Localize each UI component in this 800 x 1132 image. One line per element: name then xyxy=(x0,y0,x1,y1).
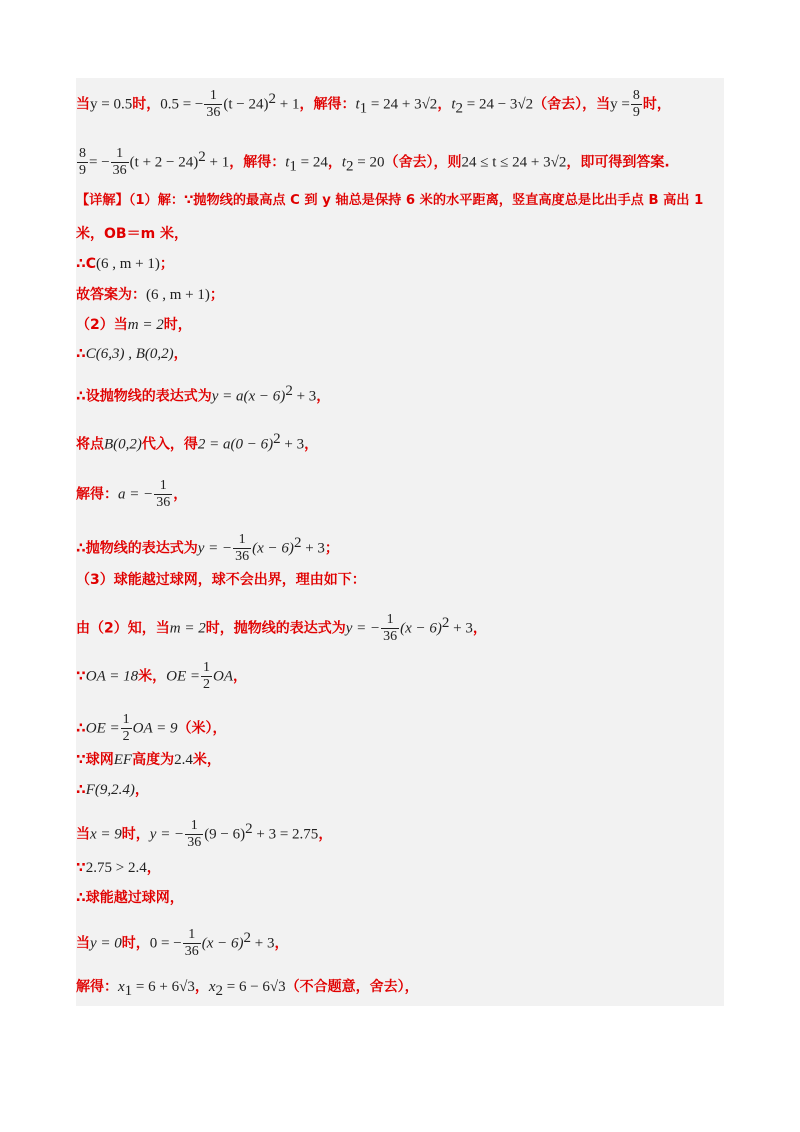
solution-line-12 xyxy=(76,532,339,565)
math: + 3 xyxy=(292,388,317,405)
solution-line-1 xyxy=(76,88,671,121)
math: m = 2 xyxy=(169,620,206,637)
math: m = 2 xyxy=(127,317,164,333)
math: B(0,2) xyxy=(104,436,142,453)
math: C(6,3) , B(0,2) xyxy=(85,346,174,362)
math: 0.5 = − xyxy=(160,96,204,113)
solution-line-11 xyxy=(76,478,187,511)
math: (t − 24) xyxy=(223,96,269,113)
solution-line-16 xyxy=(76,712,226,745)
math: 0 = − xyxy=(149,935,182,952)
math: y = − xyxy=(197,540,233,557)
text: （不合题意，舍去）， xyxy=(285,979,419,995)
text: ， xyxy=(472,620,487,637)
text: ， xyxy=(316,388,331,405)
fraction: $\frac{1}{36}$ xyxy=(383,612,398,644)
text: ， xyxy=(146,860,161,876)
text: 米， xyxy=(138,668,167,685)
math: x xyxy=(118,979,125,995)
text: （舍去），则 xyxy=(384,154,462,171)
math: + 3 xyxy=(449,620,473,637)
text: 米，OB＝m 米， xyxy=(76,226,189,242)
math: + 3 xyxy=(280,436,305,453)
text: 故答案为： xyxy=(76,287,146,303)
math: y = xyxy=(610,96,630,113)
exponent: 2 xyxy=(243,929,251,946)
exponent: 2 xyxy=(198,148,206,165)
text: ∴设抛物线的表达式为 xyxy=(76,388,212,405)
text: 将点 xyxy=(76,436,104,453)
text: 米， xyxy=(192,752,221,768)
math: (6 , m + 1) xyxy=(146,287,210,303)
solution-line-18 xyxy=(76,781,149,799)
subscript: 1 xyxy=(359,100,368,117)
text: 时，抛物线的表达式为 xyxy=(205,620,346,637)
solution-line-9 xyxy=(76,382,330,406)
subscript: 1 xyxy=(124,982,133,999)
text: ， xyxy=(304,436,319,453)
math: (9 − 6) xyxy=(204,826,246,843)
text: ， xyxy=(437,96,452,113)
math: EF xyxy=(113,752,133,768)
text: ； xyxy=(324,540,339,557)
math: (x − 6) xyxy=(252,540,294,557)
math: y = 0.5 xyxy=(90,96,133,113)
text: ∵球网 xyxy=(76,752,114,768)
subscript: 2 xyxy=(346,158,354,175)
math: t xyxy=(285,154,290,171)
text: ， xyxy=(134,782,149,798)
math: OA xyxy=(212,668,233,685)
math: = 24 xyxy=(296,154,328,171)
math: (6 , m + 1) xyxy=(96,256,160,272)
exponent: 2 xyxy=(245,820,253,837)
exponent: 2 xyxy=(285,383,293,399)
exponent: 2 xyxy=(293,534,302,551)
solution-line-6 xyxy=(76,286,224,304)
math: y = 0 xyxy=(90,935,122,952)
solution-line-10 xyxy=(76,430,318,454)
solution-line-8 xyxy=(76,345,188,363)
text: ∴ xyxy=(76,782,86,798)
text: ， xyxy=(173,486,188,503)
subscript: 1 xyxy=(289,158,297,175)
text: 解得： xyxy=(76,979,118,995)
solution-line-7 xyxy=(76,316,192,334)
fraction: $\frac{1}{36}$ xyxy=(235,532,250,564)
math: 2.75 > 2.4 xyxy=(85,860,147,876)
solution-line-14 xyxy=(76,612,487,645)
detail-heading: 【详解】（1）解：∵抛物线的最高点 C 到 y 轴总是保持 6 米的水平距离，竖直高度总是比出手点 B 高出 1 xyxy=(76,193,704,208)
math: t xyxy=(355,96,360,113)
text: 当 xyxy=(76,935,90,952)
text: 当 xyxy=(76,826,90,843)
text: 时， xyxy=(121,935,150,952)
text: 时， xyxy=(163,317,192,333)
solution-line-22 xyxy=(76,927,288,960)
math: = − xyxy=(89,154,110,171)
math: = 24 − 3√2 xyxy=(462,96,534,113)
text: ， xyxy=(274,935,289,952)
math: = 20 xyxy=(353,154,385,171)
text: ∴ xyxy=(76,720,86,737)
math: F(9,2.4) xyxy=(85,782,135,798)
solution-line-17 xyxy=(76,751,221,769)
math: OA = 18 xyxy=(85,668,139,685)
text: ， xyxy=(173,346,188,362)
text: ； xyxy=(209,287,224,303)
solution-line-3 xyxy=(76,192,703,210)
math: 2.4 xyxy=(174,752,193,768)
text: 时， xyxy=(121,826,150,843)
text: ， xyxy=(327,154,342,171)
math: + 3 xyxy=(301,540,325,557)
solution-line-15 xyxy=(76,660,247,693)
math: 2 = a(0 − 6) xyxy=(197,436,274,453)
math: (x − 6) xyxy=(400,620,442,637)
fraction: $\frac{1}{2}$ xyxy=(122,712,130,744)
text: ∵ xyxy=(76,860,86,876)
text: 当 xyxy=(76,96,90,113)
fraction: $\frac{8}{9}$ xyxy=(79,146,86,178)
fraction: $\frac{1}{36}$ xyxy=(184,927,199,959)
math: = 6 − 6√3 xyxy=(223,979,286,995)
exponent: 2 xyxy=(441,614,450,631)
math: = 24 + 3√2 xyxy=(367,96,438,113)
text: ，即可得到答案. xyxy=(566,154,670,171)
math: a = − xyxy=(118,486,154,503)
text: 时， xyxy=(642,96,671,113)
text: ∴C xyxy=(76,256,97,272)
math: y = − xyxy=(345,620,381,637)
solution-line-2 xyxy=(76,146,670,179)
text: ∴球能越过球网， xyxy=(76,890,184,906)
text: （米）， xyxy=(177,720,227,737)
solution-line-4 xyxy=(76,225,188,243)
math: + 1 xyxy=(276,96,300,113)
fraction: $\frac{1}{2}$ xyxy=(202,660,210,692)
text: ， xyxy=(318,826,333,843)
text: ， xyxy=(232,668,247,685)
math: OE = xyxy=(166,668,200,685)
fraction: $\frac{1}{36}$ xyxy=(206,88,221,120)
math: OE = xyxy=(85,720,120,737)
math: x xyxy=(208,979,216,995)
subscript: 2 xyxy=(215,982,223,999)
text: ； xyxy=(159,256,174,272)
text: 高度为 xyxy=(132,752,175,768)
text: ∵ xyxy=(76,668,86,685)
math: t xyxy=(341,154,347,171)
exponent: 2 xyxy=(273,431,281,447)
math: x = 9 xyxy=(90,826,122,843)
math: (t + 2 − 24) xyxy=(129,154,199,171)
fraction: $\frac{1}{36}$ xyxy=(112,146,127,178)
solution-line-20 xyxy=(76,859,161,877)
fraction: $\frac{1}{36}$ xyxy=(156,478,171,510)
text: （3）球能越过球网，球不会出界，理由如下： xyxy=(76,572,366,588)
text: 时， xyxy=(132,96,161,113)
text: （2）当 xyxy=(76,317,128,333)
math: + 3 = 2.75 xyxy=(252,826,319,843)
text: 代入，得 xyxy=(141,436,198,453)
solution-line-19 xyxy=(76,818,332,851)
subscript: 2 xyxy=(455,100,463,117)
text: 由（2）知，当 xyxy=(76,620,170,637)
math: = 6 + 6√3 xyxy=(132,979,195,995)
math: y = − xyxy=(149,826,185,843)
solution-line-13 xyxy=(76,571,366,589)
fraction: $\frac{1}{36}$ xyxy=(187,818,202,850)
math: 24 ≤ t ≤ 24 + 3√2 xyxy=(461,154,567,171)
solution-line-21 xyxy=(76,889,184,907)
math: t xyxy=(451,96,456,113)
text: （舍去），当 xyxy=(533,96,611,113)
text: ∴ xyxy=(76,346,86,362)
text: ，解得： xyxy=(299,96,356,113)
exponent: 2 xyxy=(268,90,277,107)
text: ，解得： xyxy=(229,154,286,171)
text: ， xyxy=(194,979,209,995)
text: 解得： xyxy=(76,486,118,503)
math: (x − 6) xyxy=(201,935,244,952)
solution-line-23 xyxy=(76,978,419,1000)
math: y = a(x − 6) xyxy=(211,388,286,405)
math: + 3 xyxy=(250,935,275,952)
math: OA = 9 xyxy=(132,720,178,737)
solution-line-5 xyxy=(76,255,174,273)
fraction: $\frac{8}{9}$ xyxy=(632,88,640,120)
text: ∴抛物线的表达式为 xyxy=(76,540,198,557)
math: + 1 xyxy=(205,154,230,171)
